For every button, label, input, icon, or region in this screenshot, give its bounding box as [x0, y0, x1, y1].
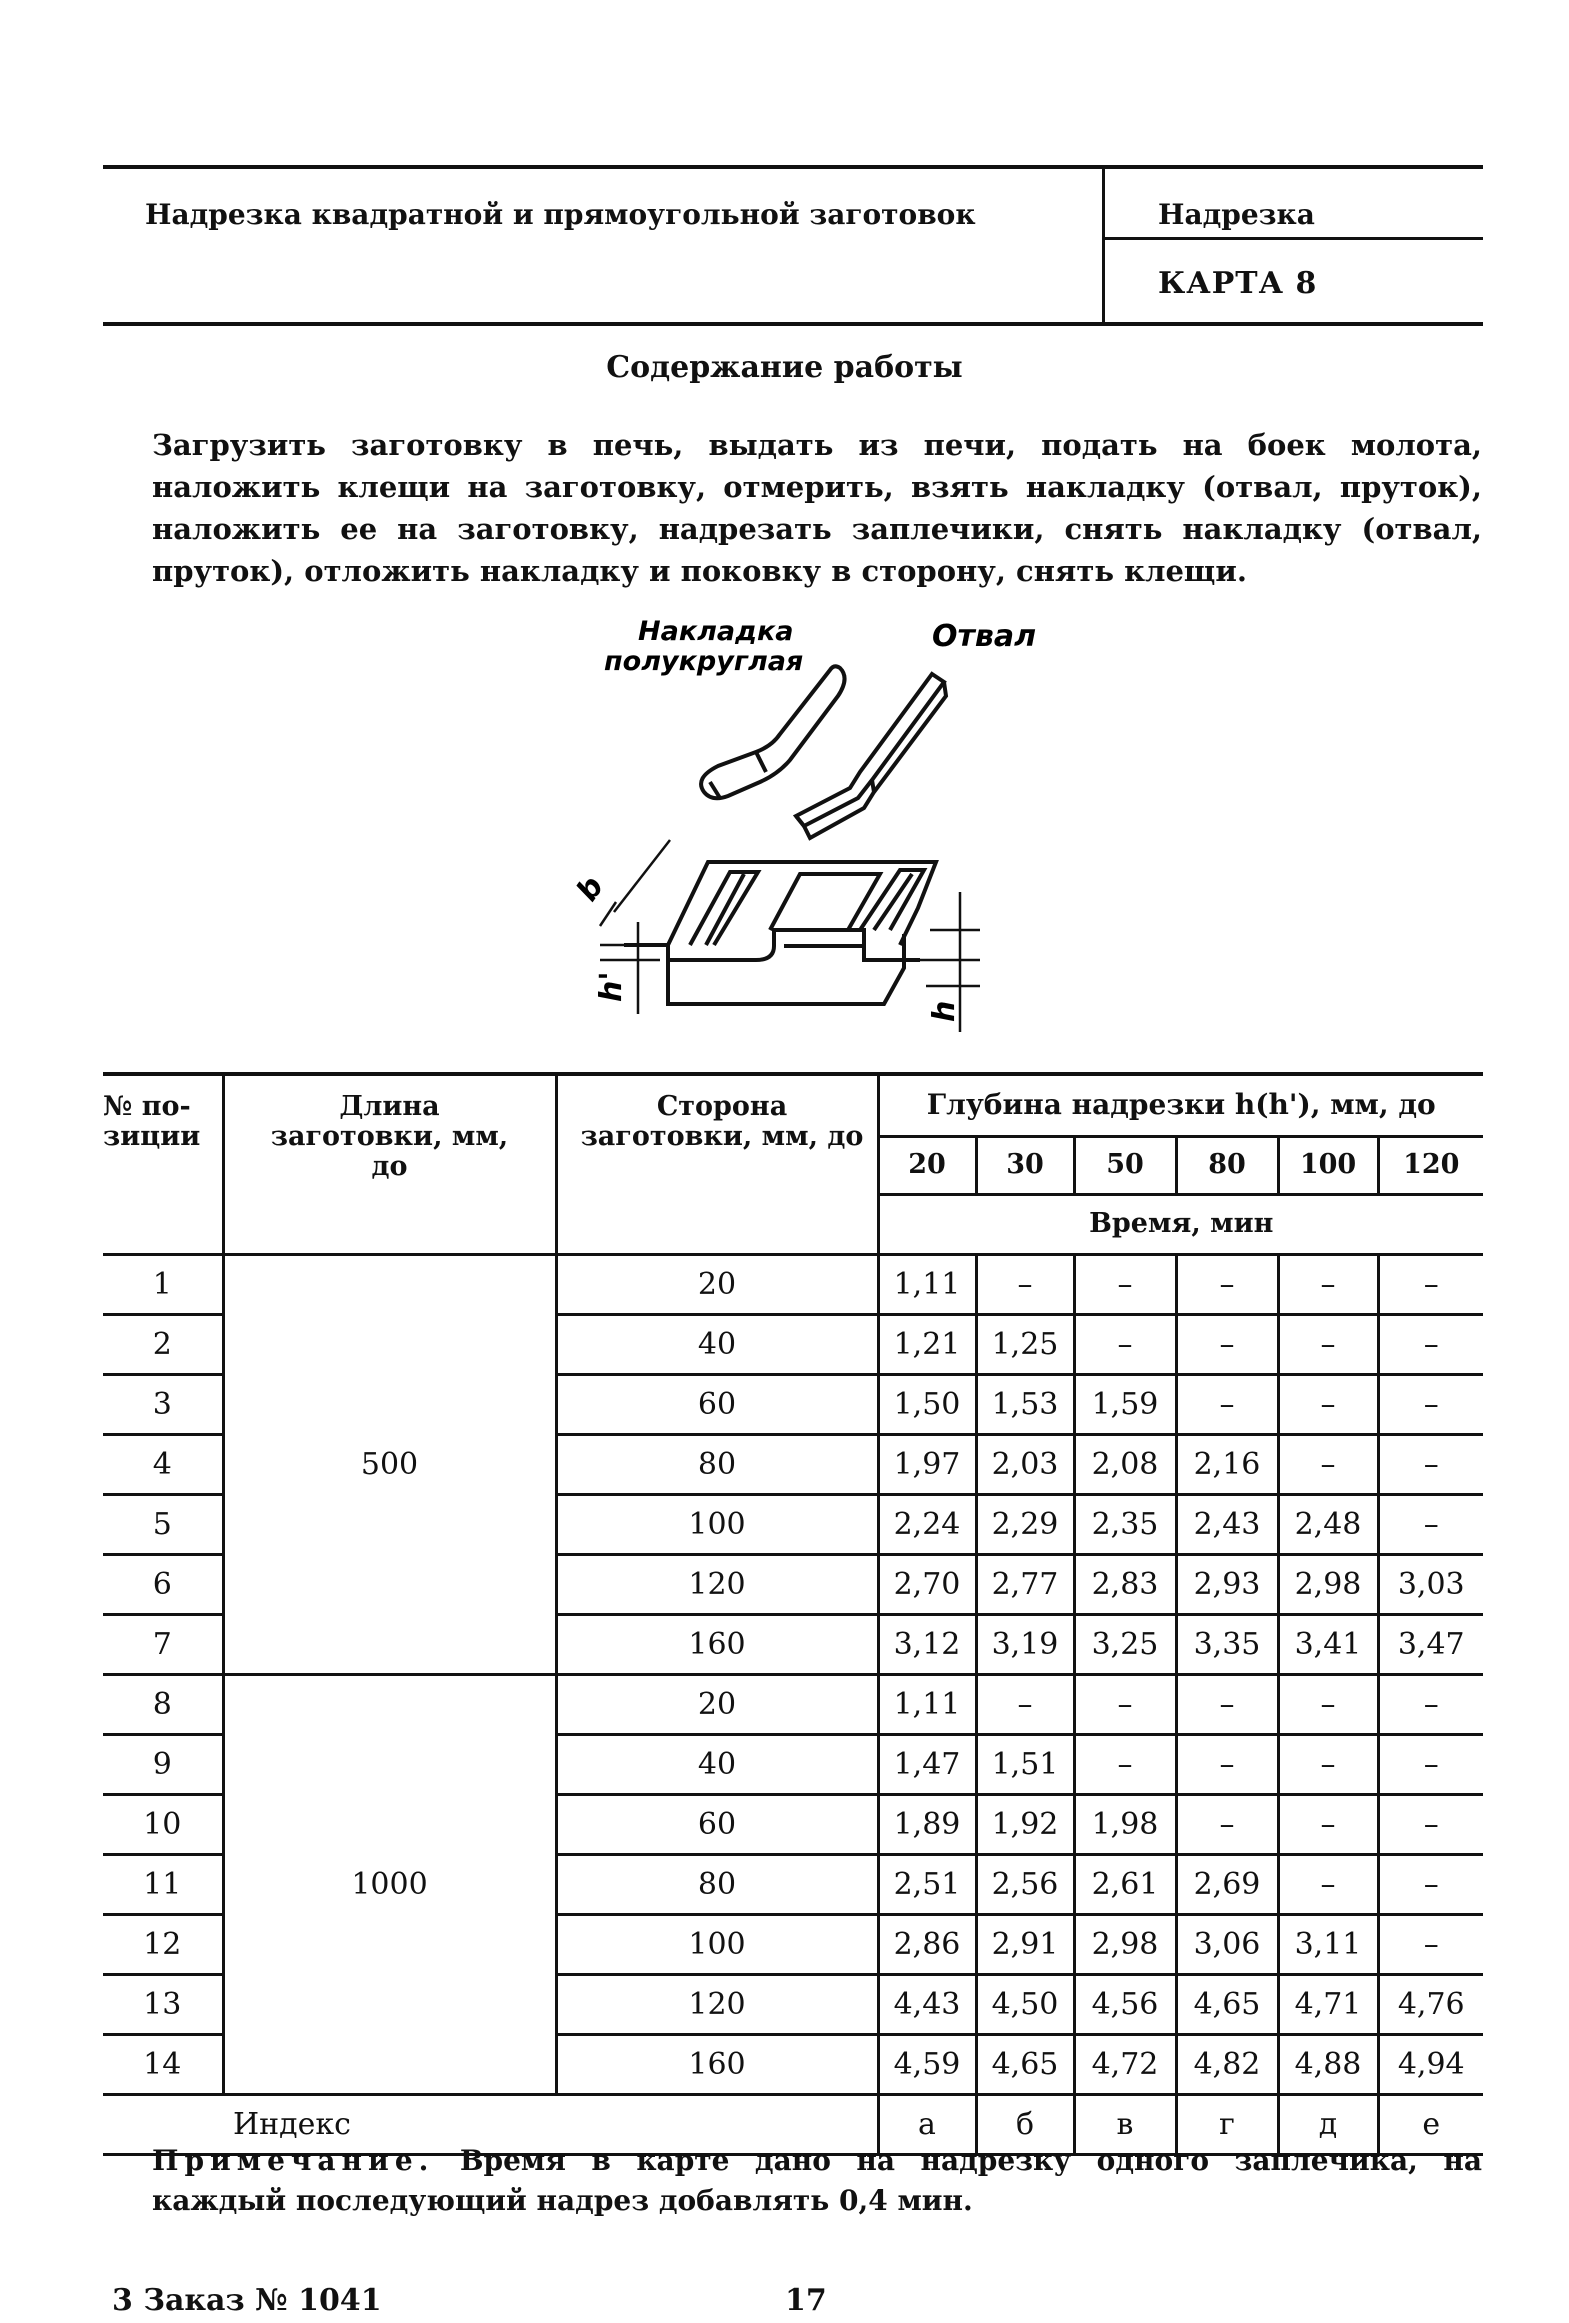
position-number: 10: [103, 1794, 223, 1854]
blank-side: 100: [556, 1914, 878, 1974]
time-value: 1,25: [976, 1314, 1074, 1374]
time-value: 2,91: [976, 1914, 1074, 1974]
blank-side: 80: [556, 1854, 878, 1914]
blank-side: 160: [556, 2034, 878, 2094]
time-value: –: [1378, 1374, 1483, 1434]
depth-30: 30: [976, 1136, 1074, 1194]
time-value: 4,43: [878, 1974, 976, 2034]
header-card-number: КАРТА 8: [1158, 266, 1318, 301]
depth-100: 100: [1278, 1136, 1378, 1194]
time-value: –: [1378, 1314, 1483, 1374]
time-value: 2,29: [976, 1494, 1074, 1554]
note-label: Примечание.: [152, 2144, 435, 2177]
time-value: 3,41: [1278, 1614, 1378, 1674]
time-value: 4,59: [878, 2034, 976, 2094]
time-value: 4,72: [1074, 2034, 1176, 2094]
label-otval: Отвал: [932, 619, 1037, 654]
time-value: –: [1278, 1854, 1378, 1914]
time-value: 1,98: [1074, 1794, 1176, 1854]
forging-drawing: [600, 840, 980, 1032]
position-number: 5: [103, 1494, 223, 1554]
time-value: 2,61: [1074, 1854, 1176, 1914]
position-number: 6: [103, 1554, 223, 1614]
nakladka-tool-icon: [701, 666, 844, 798]
header-divider: [1102, 165, 1105, 326]
label-nakladka: Накладка: [638, 616, 794, 647]
position-number: 13: [103, 1974, 223, 2034]
time-value: 4,56: [1074, 1974, 1176, 2034]
depth-20: 20: [878, 1136, 976, 1194]
section-title: Содержание работы: [606, 350, 963, 385]
header-top-rule: [103, 165, 1483, 169]
position-number: 8: [103, 1674, 223, 1734]
label-polukruglaya: полукруглая: [604, 646, 804, 677]
depth-80: 80: [1176, 1136, 1278, 1194]
label-h-prime: h': [594, 971, 629, 1002]
time-value: 3,47: [1378, 1614, 1483, 1674]
blank-side: 60: [556, 1374, 878, 1434]
header-title: Надрезка квадратной и прямоугольной заготовок: [145, 198, 976, 231]
time-value: 1,11: [878, 1674, 976, 1734]
time-value: 4,88: [1278, 2034, 1378, 2094]
index-b: б: [976, 2094, 1074, 2154]
time-value: –: [1278, 1254, 1378, 1314]
time-value: 2,77: [976, 1554, 1074, 1614]
time-value: 2,35: [1074, 1494, 1176, 1554]
blank-side: 80: [556, 1434, 878, 1494]
time-value: 2,83: [1074, 1554, 1176, 1614]
header-side: Сторона заготовки, мм, до: [556, 1074, 878, 1254]
depth-120: 120: [1378, 1136, 1483, 1194]
header-operation: Надрезка: [1158, 198, 1315, 231]
footer-order: 3 Заказ № 1041: [112, 2283, 382, 2318]
time-value: –: [1278, 1674, 1378, 1734]
label-h: h: [927, 1000, 962, 1022]
time-value: 1,50: [878, 1374, 976, 1434]
position-number: 14: [103, 2034, 223, 2094]
time-value: 3,03: [1378, 1554, 1483, 1614]
time-value: –: [1176, 1314, 1278, 1374]
time-value: 4,65: [1176, 1974, 1278, 2034]
position-number: 7: [103, 1614, 223, 1674]
index-e: е: [1378, 2094, 1483, 2154]
time-value: 1,11: [878, 1254, 976, 1314]
time-value: 2,43: [1176, 1494, 1278, 1554]
time-value: 2,98: [1074, 1914, 1176, 1974]
time-value: 3,06: [1176, 1914, 1278, 1974]
header-card-divider: [1102, 237, 1483, 240]
time-value: –: [1176, 1794, 1278, 1854]
header-bottom-rule: [103, 322, 1483, 326]
position-number: 9: [103, 1734, 223, 1794]
index-g: г: [1176, 2094, 1278, 2154]
position-number: 11: [103, 1854, 223, 1914]
time-value: 2,51: [878, 1854, 976, 1914]
time-value: 2,93: [1176, 1554, 1278, 1614]
time-value: –: [1278, 1434, 1378, 1494]
time-value: 4,82: [1176, 2034, 1278, 2094]
time-value: 2,56: [976, 1854, 1074, 1914]
time-value: 2,69: [1176, 1854, 1278, 1914]
time-value: –: [1074, 1674, 1176, 1734]
time-value: 2,86: [878, 1914, 976, 1974]
time-value: –: [1278, 1374, 1378, 1434]
blank-side: 60: [556, 1794, 878, 1854]
time-value: 1,92: [976, 1794, 1074, 1854]
blank-side: 100: [556, 1494, 878, 1554]
time-value: 2,70: [878, 1554, 976, 1614]
tooling-drawing: [560, 612, 1037, 1032]
time-value: 2,98: [1278, 1554, 1378, 1614]
blank-side: 120: [556, 1554, 878, 1614]
time-value: –: [1378, 1254, 1483, 1314]
time-value: –: [1074, 1734, 1176, 1794]
time-value: –: [1176, 1674, 1278, 1734]
index-d: д: [1278, 2094, 1378, 2154]
time-value: –: [1378, 1734, 1483, 1794]
time-value: 4,76: [1378, 1974, 1483, 2034]
table-row: [103, 1674, 1483, 1734]
position-number: 3: [103, 1374, 223, 1434]
time-value: 4,71: [1278, 1974, 1378, 2034]
label-b: b: [569, 870, 611, 908]
tooling-figure: [560, 612, 1037, 1036]
time-value: –: [976, 1674, 1074, 1734]
time-value: 1,51: [976, 1734, 1074, 1794]
time-value: 2,03: [976, 1434, 1074, 1494]
index-label: Индекс: [103, 2094, 878, 2154]
blank-side: 120: [556, 1974, 878, 2034]
time-value: –: [1278, 1794, 1378, 1854]
time-value: –: [976, 1254, 1074, 1314]
time-value: –: [1074, 1314, 1176, 1374]
time-value: 2,08: [1074, 1434, 1176, 1494]
time-value: –: [1074, 1254, 1176, 1314]
position-number: 2: [103, 1314, 223, 1374]
blank-length: 500: [223, 1254, 556, 1674]
index-a: а: [878, 2094, 976, 2154]
blank-length: 1000: [223, 1674, 556, 2094]
blank-side: 160: [556, 1614, 878, 1674]
time-label: Время, мин: [878, 1194, 1483, 1254]
time-value: –: [1176, 1374, 1278, 1434]
time-value: 1,53: [976, 1374, 1074, 1434]
table-row: [103, 1254, 1483, 1314]
position-number: 4: [103, 1434, 223, 1494]
depth-50: 50: [1074, 1136, 1176, 1194]
time-value: 4,50: [976, 1974, 1074, 2034]
header-length: Длина заготовки, мм, до: [223, 1074, 556, 1254]
header-position: № по-зиции: [103, 1074, 223, 1254]
time-value: –: [1378, 1494, 1483, 1554]
time-value: 3,25: [1074, 1614, 1176, 1674]
time-value: 1,47: [878, 1734, 976, 1794]
work-description: Загрузить заготовку в печь, выдать из печи, подать на боек молота, наложить клещи на заготовку, отмерить, взять накладку (отвал, пруток), наложить ее на заготовку, надрезать заплечики, снять накладку (отвал, пруток), отложить накладку и поковку в сторону, снять клещи.: [152, 428, 1482, 588]
time-value: –: [1278, 1314, 1378, 1374]
time-value: –: [1378, 1434, 1483, 1494]
time-value: 3,11: [1278, 1914, 1378, 1974]
time-value: –: [1278, 1734, 1378, 1794]
time-value: 1,97: [878, 1434, 976, 1494]
blank-side: 20: [556, 1674, 878, 1734]
time-value: 2,48: [1278, 1494, 1378, 1554]
time-value: –: [1378, 1854, 1483, 1914]
note: [152, 2141, 1482, 2221]
position-number: 12: [103, 1914, 223, 1974]
time-value: –: [1378, 1674, 1483, 1734]
time-norms-table: [103, 1072, 1483, 2156]
time-value: –: [1176, 1254, 1278, 1314]
note-text: Время в карте дано на надрезку одного заплечика, на каждый последующий надрез добавлять 0,4 мин.: [152, 2144, 1483, 2217]
time-value: 2,24: [878, 1494, 976, 1554]
blank-side: 40: [556, 1314, 878, 1374]
time-value: 2,16: [1176, 1434, 1278, 1494]
time-value: –: [1378, 1794, 1483, 1854]
time-value: 1,89: [878, 1794, 976, 1854]
page-number: 17: [785, 2283, 827, 2318]
time-value: –: [1176, 1734, 1278, 1794]
time-value: 4,94: [1378, 2034, 1483, 2094]
time-value: 3,35: [1176, 1614, 1278, 1674]
index-v: в: [1074, 2094, 1176, 2154]
time-value: 3,12: [878, 1614, 976, 1674]
time-value: –: [1378, 1914, 1483, 1974]
time-value: 1,59: [1074, 1374, 1176, 1434]
header-depth: Глубина надрезки h(h'), мм, до: [878, 1074, 1483, 1136]
time-value: 4,65: [976, 2034, 1074, 2094]
otval-tool-icon: [796, 674, 946, 838]
position-number: 1: [103, 1254, 223, 1314]
time-value: 1,21: [878, 1314, 976, 1374]
blank-side: 40: [556, 1734, 878, 1794]
time-value: 3,19: [976, 1614, 1074, 1674]
blank-side: 20: [556, 1254, 878, 1314]
